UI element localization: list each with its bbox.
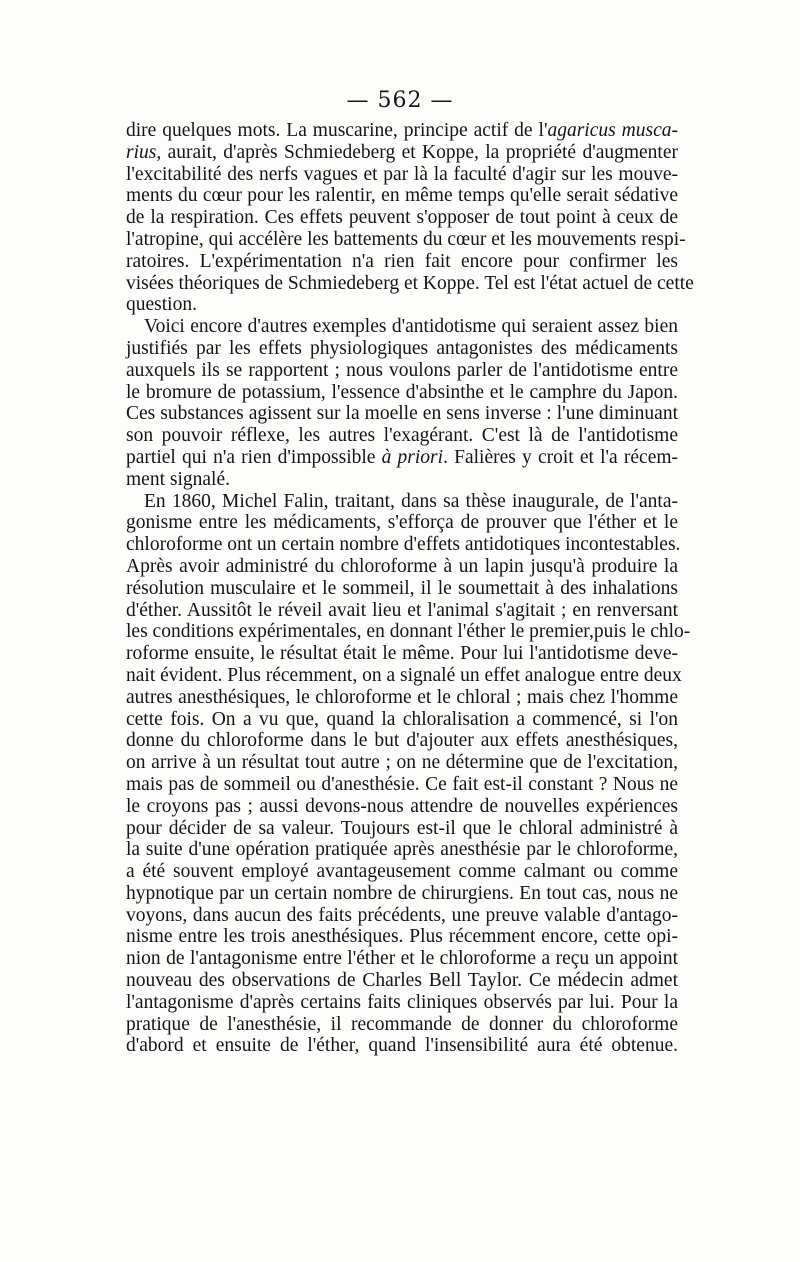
- text-segment: donne du chloroforme dans le but d'ajouter aux effets anesthésiques,: [126, 730, 678, 752]
- body-text: [126, 120, 694, 1057]
- text-segment: En 1860, Michel Falin, traitant, dans sa thèse inaugurale, de l'anta-: [144, 490, 678, 512]
- text-segment: Ces substances agissent sur la moelle en sens inverse : l'une diminuant: [126, 403, 678, 425]
- text-line: [126, 185, 678, 207]
- text-segment: d'abord et ensuite de l'éther, quand l'insensibilité aura été obtenue.: [126, 1035, 678, 1057]
- text-segment: l'antagonisme d'après certains faits cliniques observés par lui. Pour la: [126, 991, 678, 1013]
- text-line: [126, 338, 678, 360]
- text-segment: , aurait, d'après Schmiedeberg et Koppe, la propriété d'augmenter: [156, 141, 678, 163]
- text-segment: partiel qui n'a rien d'impossible: [126, 446, 382, 468]
- text-segment: cette fois. On a vu que, quand la chloralisation a commencé, si l'on: [126, 708, 678, 730]
- text-line: [126, 469, 678, 491]
- text-segment: pour décider de sa valeur. Toujours est-il que le chloral administré à: [126, 817, 678, 839]
- italic-segment: rius: [126, 141, 157, 163]
- text-line: [126, 316, 678, 338]
- text-segment: de la respiration. Ces effets peuvent s'opposer de tout point à ceux de: [126, 207, 678, 229]
- text-line: [126, 818, 678, 840]
- text-segment: ratoires. L'expérimentation n'a rien fait encore pour confirmer les: [126, 250, 678, 272]
- text-line: [126, 556, 678, 578]
- text-segment: son pouvoir réflexe, les autres l'exagérant. C'est là de l'antidotisme: [126, 425, 678, 447]
- text-line: [126, 796, 678, 818]
- text-segment: pratique de l'anesthésie, il recommande de donner du chloroforme: [126, 1013, 678, 1035]
- text-line: [126, 905, 678, 927]
- text-segment: mais pas de sommeil ou d'anesthésie. Ce fait est-il constant ? Nous ne: [126, 773, 678, 795]
- text-line: [126, 403, 678, 425]
- text-line: [126, 360, 678, 382]
- text-segment: visées théoriques de Schmiedeberg et Koppe. Tel est l'état actuel de cette: [126, 272, 694, 294]
- text-segment: nouveau des observations de Charles Bell Taylor. Ce médecin admet: [126, 970, 678, 992]
- text-segment: on arrive à un résultat tout autre ; on ne détermine que de l'excitation,: [126, 752, 678, 774]
- text-line: [126, 664, 682, 687]
- text-line: [126, 120, 678, 142]
- text-line: [126, 382, 678, 404]
- text-line: [126, 709, 678, 731]
- text-segment: ments du cœur pour les ralentir, en même temps qu'elle serait sédative: [126, 185, 678, 207]
- text-line: [126, 839, 678, 861]
- text-line: [126, 228, 686, 251]
- text-segment: justifiés par les effets physiologiques antagonistes des médicaments: [126, 337, 678, 359]
- text-segment: question.: [126, 294, 197, 316]
- text-line: [126, 730, 678, 752]
- text-segment: résolution musculaire et le sommeil, il le soumettait à des inhalations: [126, 577, 678, 599]
- text-line: [126, 643, 678, 665]
- text-segment: l'excitabilité des nerfs vagues et par là la faculté d'agir sur les mouve-: [126, 163, 678, 185]
- text-segment: la suite d'une opération pratiquée après anesthésie par le chloroforme,: [126, 839, 678, 861]
- text-segment: hypnotique par un certain nombre de chirurgiens. En tout cas, nous ne: [126, 882, 678, 904]
- text-line: [126, 687, 678, 709]
- text-line: [126, 752, 678, 774]
- text-segment: autres anesthésiques, le chloroforme et le chloral ; mais chez l'homme: [126, 686, 678, 708]
- text-line: [126, 1035, 678, 1057]
- page-number: — 562 —: [346, 88, 454, 113]
- text-line: [126, 600, 678, 622]
- text-segment: d'éther. Aussitôt le réveil avait lieu et l'animal s'agitait ; en renversant: [126, 599, 678, 621]
- text-segment: dire quelques mots. La muscarine, principe actif de l': [126, 120, 548, 141]
- text-segment: nion de l'antagonisme entre l'éther et le chloroforme a reçu un appoint: [126, 948, 678, 970]
- text-line: [126, 970, 678, 992]
- text-segment: le bromure de potassium, l'essence d'absinthe et le camphre du Japon.: [126, 381, 678, 403]
- italic-segment: agaricus musca-: [547, 120, 678, 141]
- text-segment: chloroforme ont un certain nombre d'effets antidotiques incontestables.: [126, 534, 681, 556]
- text-line: [126, 621, 691, 643]
- text-segment: ment signalé.: [126, 468, 230, 490]
- text-line: [126, 294, 678, 316]
- text-line: [126, 883, 678, 905]
- text-segment: les conditions expérimentales, en donnant l'éther le premier,puis le chlo-: [126, 621, 691, 643]
- text-segment: Après avoir administré du chloroforme à un lapin jusqu'à produire la: [126, 555, 678, 577]
- italic-segment: à priori: [381, 446, 444, 468]
- text-line: [126, 251, 678, 273]
- text-line: [126, 992, 678, 1014]
- text-line: [126, 578, 678, 600]
- text-line: [126, 425, 678, 447]
- text-segment: auxquels ils se rapportent ; nous voulons parler de l'antidotisme entre: [126, 359, 678, 381]
- text-line: [126, 774, 678, 796]
- text-line: [126, 948, 678, 970]
- text-segment: voyons, dans aucun des faits précédents, une preuve valable d'antago-: [126, 904, 678, 926]
- text-segment: nisme entre les trois anesthésiques. Plus récemment encore, cette opi-: [126, 926, 678, 948]
- text-line: [126, 142, 678, 164]
- text-line: [126, 512, 678, 534]
- text-segment: . Falières y croit et l'a récem-: [443, 446, 679, 468]
- text-segment: a été souvent employé avantageusement comme calmant ou comme: [126, 861, 678, 883]
- text-segment: l'atropine, qui accélère les battements du cœur et les mouvements respi-: [126, 228, 686, 250]
- text-line: [126, 272, 694, 295]
- text-line: [126, 926, 678, 948]
- text-line: [126, 1014, 678, 1036]
- text-segment: Voici encore d'autres exemples d'antidotisme qui seraient assez bien: [144, 316, 678, 338]
- text-segment: nait évident. Plus récemment, on a signalé un effet analogue entre deux: [126, 664, 682, 686]
- text-segment: gonisme entre les médicaments, s'efforça de prouver que l'éther et le: [126, 512, 678, 534]
- text-segment: roforme ensuite, le résultat était le même. Pour lui l'antidotisme deve-: [126, 643, 678, 665]
- text-segment: le croyons pas ; aussi devons-nous attendre de nouvelles expériences: [126, 795, 678, 817]
- text-line: [126, 164, 678, 186]
- text-line: [126, 207, 678, 229]
- text-line: [126, 861, 678, 883]
- text-line: [126, 447, 678, 469]
- text-line: [126, 534, 681, 556]
- text-line: [126, 491, 678, 513]
